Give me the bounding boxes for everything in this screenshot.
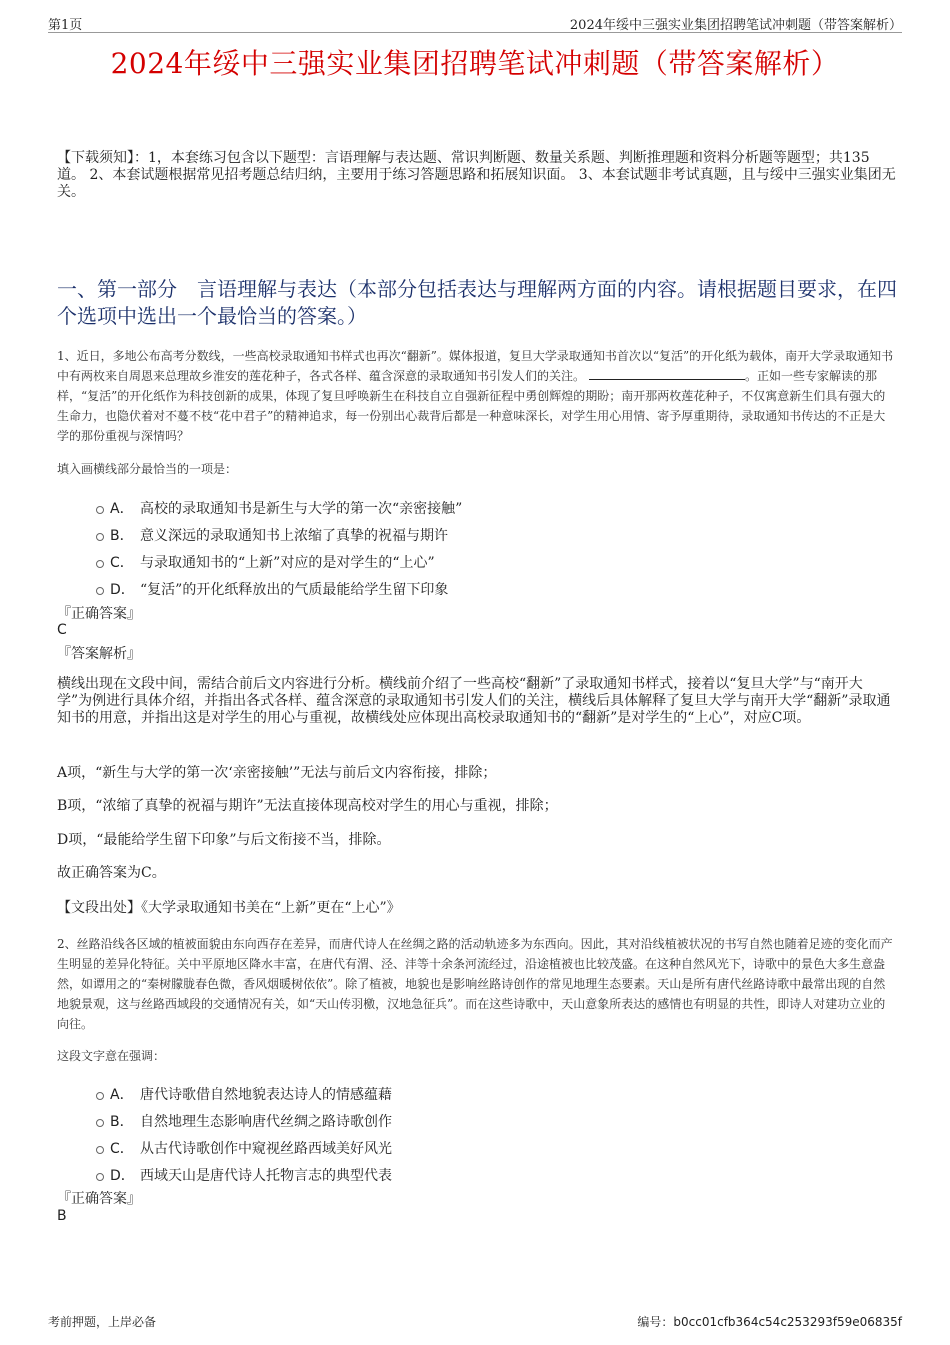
option-text: “复活”的开化纸释放出的气质最能给学生留下印象 (140, 581, 449, 598)
header-doc-title: 2024年绥中三强实业集团招聘笔试冲刺题（带答案解析） (569, 18, 902, 33)
analysis-paragraph: A项，“新生与大学的第一次‘亲密接触’”无法与前后文内容衔接，排除； (57, 765, 497, 781)
option-text: 意义深远的录取通知书上浓缩了真挚的祝福与期许 (140, 527, 448, 544)
question-1-stem (57, 346, 897, 446)
header-page-number: 第1页 (48, 18, 83, 33)
question-2-option-d[interactable]: D． 西域天山是唐代诗人托物言志的典型代表 (96, 1161, 896, 1188)
question-1-answer-label: 『正确答案』 (57, 606, 141, 622)
radio-icon[interactable] (96, 587, 104, 595)
radio-icon[interactable] (96, 1092, 104, 1100)
question-2-option-a[interactable]: A． 唐代诗歌借自然地貌表达诗人的情感蕴藉 (96, 1080, 896, 1107)
footer-code-value: b0cc01cfb364c54c253293f59e06835f (673, 1315, 902, 1329)
option-text: 自然地理生态影响唐代丝绸之路诗歌创作 (140, 1113, 392, 1130)
question-1-stem-part-a: 1、近日，多地公布高考分数线，一些高校录取通知书样式也再次“翻新”。媒体报道，复旦大学录取通知书首次以“复活”的开化纸为载体，南开大学录取通知书中有两枚来自周恩来总理故乡淮安的莲花种子，各式各样、蕴含深意的录取通知书引发人们的关注。 (57, 349, 894, 383)
analysis-paragraph: D项，“最能给学生留下印象”与后文衔接不当，排除。 (57, 832, 391, 848)
footer-code (637, 1313, 902, 1330)
question-1-stem-part-b: 。正如一些专家解读的那样，“复活”的开化纸作为科技创新的成果，体现了复旦呼唤新生在科技自立自强新征程中勇创辉煌的期盼；南开那两枚莲花种子，不仅寓意新生们具有强大的生命力，也隐伏着对不蔓不枝“花中君子”的精神追求，每一份别出心裁背后都是一种意味深长，对学生用心用情、寄予厚重期待，录取通知书传达的不正是大学的那份重视与深情吗？ (57, 369, 886, 443)
radio-icon[interactable] (96, 533, 104, 541)
question-1-answer: C (57, 622, 67, 638)
question-2-options (96, 1080, 896, 1188)
question-1-options (96, 494, 896, 602)
question-1-option-d[interactable]: D． “复活”的开化纸释放出的气质最能给学生留下印象 (96, 575, 896, 602)
section-heading: 一、第一部分 言语理解与表达（本部分包括表达与理解两方面的内容。请根据题目要求，在四个选项中选出一个最恰当的答案。） (57, 277, 897, 328)
analysis-paragraph: B项，“浓缩了真挚的祝福与期许”无法直接体现高校对学生的用心与重视，排除； (57, 798, 558, 814)
question-2-stem: 2、丝路沿线各区域的植被面貌由东向西存在差异，而唐代诗人在丝绸之路的活动轨迹多为东西向。因此，其对沿线植被状况的书写自然也随着足迹的变化而产生明显的差异化特征。关中平原地区降水丰富，在唐代有渭、泾、沣等十余条河流经过，沿途植被也比较茂盛。在这种自然风光下，诗歌中的景色大多生意盎然，如谭用之的“秦树朦胧春色微，香风烟暖树依依”。除了植被，地貌也是影响丝路诗创作的常见地理生态要素。天山是所有唐代丝路诗歌中最常出现的自然地貌景观，这与丝路西域段的交通情况有关，如“天山传羽檄，汉地急征兵”。而在这些诗歌中，天山意象所表达的感情也有明显的共性，即诗人对建功立业的向往。 (57, 937, 893, 1031)
question-2-option-b[interactable]: B． 自然地理生态影响唐代丝绸之路诗歌创作 (96, 1107, 896, 1134)
footer-slogan: 考前押题，上岸必备 (48, 1315, 157, 1329)
download-notice: 【下载须知】：1，本套练习包含以下题型：言语理解与表达题、常识判断题、数量关系题、判断推理题和资料分析题等题型；共135道。 2、本套试题根据常见招考题总结归纳，主要用于练习答题思路和拓展知识面。 3、本套试题非考试真题，且与绥中三强实业集团无关。 (57, 150, 896, 200)
header-divider (48, 32, 902, 33)
question-1-analysis-label: 『答案解析』 (57, 646, 141, 662)
radio-icon[interactable] (96, 1146, 104, 1154)
question-2-option-c[interactable]: C． 从古代诗歌创作中窥视丝路西域美好风光 (96, 1134, 896, 1161)
question-2-prompt: 这段文字意在强调： (57, 1049, 166, 1063)
radio-icon[interactable] (96, 506, 104, 514)
analysis-paragraph: 故正确答案为C。 (57, 865, 166, 881)
question-1-source: 【文段出处】《大学录取通知书美在“上新”更在“上心”》 (57, 900, 401, 916)
question-1-option-b[interactable]: B． 意义深远的录取通知书上浓缩了真挚的祝福与期许 (96, 521, 896, 548)
question-2-answer: B (57, 1208, 67, 1224)
option-text: 与录取通知书的“上新”对应的是对学生的“上心” (140, 554, 435, 571)
question-1-option-a[interactable]: A． 高校的录取通知书是新生与大学的第一次“亲密接触” (96, 494, 896, 521)
question-1-option-c[interactable]: C． 与录取通知书的“上新”对应的是对学生的“上心” (96, 548, 896, 575)
analysis-paragraph: 横线出现在文段中间，需结合前后文内容进行分析。横线前介绍了一些高校“翻新”了录取通知书样式，接着以“复旦大学”与“南开大学”为例进行具体介绍，并指出各式各样、蕴含深意的录取通知书引发人们的关注，横线后具体解释了复旦大学与南开大学“翻新”录取通知书的用意，并指出这是对学生的用心与重视，故横线处应体现出高校录取通知书的“翻新”是对学生的“上心”，对应C项。 (57, 676, 891, 726)
page-title: 2024年绥中三强实业集团招聘笔试冲刺题（带答案解析） (110, 47, 840, 80)
option-text: 高校的录取通知书是新生与大学的第一次“亲密接触” (140, 500, 463, 517)
question-2-answer-label: 『正确答案』 (57, 1191, 141, 1207)
option-text: 西域天山是唐代诗人托物言志的典型代表 (140, 1167, 392, 1184)
option-text: 唐代诗歌借自然地貌表达诗人的情感蕴藉 (140, 1086, 392, 1103)
footer-code-label: 编号： (637, 1315, 674, 1329)
radio-icon[interactable] (96, 560, 104, 568)
radio-icon[interactable] (96, 1119, 104, 1127)
fill-blank-line (589, 367, 745, 380)
question-1-prompt: 填入画横线部分最恰当的一项是： (57, 462, 238, 476)
radio-icon[interactable] (96, 1173, 104, 1181)
option-text: 从古代诗歌创作中窥视丝路西域美好风光 (140, 1140, 392, 1157)
